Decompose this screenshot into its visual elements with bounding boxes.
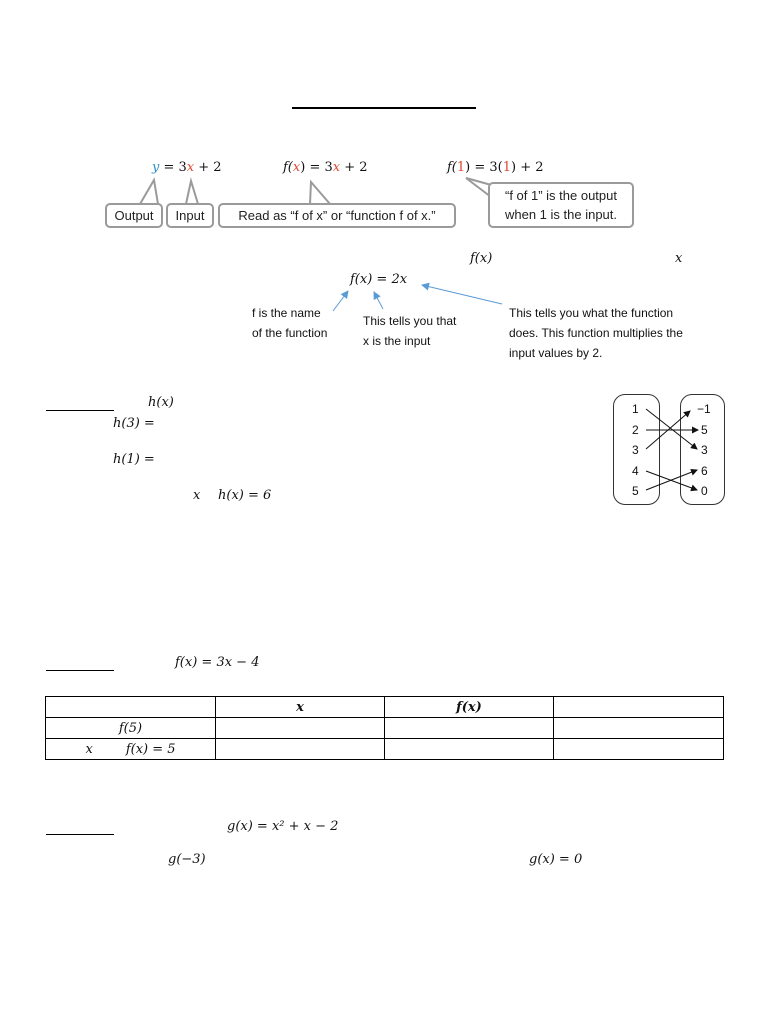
domain-value: 2: [632, 423, 639, 437]
problem2-fx: f(x) = 3x − 4: [175, 655, 260, 670]
name-line2: of the function: [252, 326, 328, 340]
problem2-blank: [46, 670, 114, 671]
notation-x: x: [675, 251, 683, 266]
eq3-f: f(: [447, 160, 457, 175]
problem3-gx: g(x) = x² + x − 2: [227, 819, 339, 834]
eq1-tail: + 2: [194, 160, 222, 175]
table-cell[interactable]: [216, 739, 385, 760]
domain-value: 5: [632, 484, 639, 498]
input-bubble: Input: [166, 203, 214, 228]
eq3-one2: 1: [502, 160, 512, 175]
table-cell[interactable]: [385, 718, 554, 739]
table-header-cell: [554, 697, 724, 718]
domain-value: 3: [632, 443, 639, 457]
problem1-hx6: h(x) = 6: [218, 488, 272, 503]
table-row: [46, 739, 724, 760]
f-of-1-line2: when 1 is the input.: [504, 207, 618, 222]
table-header-row: [46, 697, 724, 718]
domain-value: 1: [632, 402, 639, 416]
eq3-one: 1: [456, 160, 466, 175]
problem3-g-neg3: g(−3): [168, 852, 206, 867]
table-header-cell: f(x): [385, 697, 554, 718]
problem1-h3: h(3) =: [113, 416, 155, 431]
eq2-x2: x: [332, 160, 341, 175]
range-value: −1: [697, 402, 711, 416]
name-line1: f is the name: [252, 306, 321, 320]
does-line2: does. This function multiplies the: [509, 326, 683, 340]
table-cell: f(5): [46, 718, 216, 739]
problem1-h1: h(1) =: [113, 452, 155, 467]
table-cell[interactable]: [385, 739, 554, 760]
does-line3: input values by 2.: [509, 346, 603, 360]
domain-value: 4: [632, 464, 639, 478]
problem1-hx: h(x): [148, 395, 174, 410]
notation-fx: f(x): [470, 251, 493, 266]
range-value: 3: [701, 443, 708, 457]
range-value: 5: [701, 423, 708, 437]
input-line2: x is the input: [363, 334, 431, 348]
range-value: 6: [701, 464, 708, 478]
problem2-table: [45, 696, 724, 760]
problem3-g-zero: g(x) = 0: [529, 852, 583, 867]
table-cell[interactable]: [554, 718, 724, 739]
problem1-x: x: [193, 488, 201, 503]
output-bubble: Output: [105, 203, 163, 228]
range-value: 0: [701, 484, 708, 498]
table-row: [46, 718, 724, 739]
eq3-mid: ) = 3(: [465, 160, 503, 175]
eq2-f: f(: [283, 160, 293, 175]
notation-equation: f(x) = 2x: [350, 272, 408, 287]
f-of-1-line1: “f of 1” is the output: [504, 188, 617, 203]
eq1-y: y: [152, 160, 160, 175]
table-header-cell: x: [216, 697, 385, 718]
table-cell[interactable]: [554, 739, 724, 760]
read-as-bubble: Read as “f of x” or “function f of x.”: [218, 203, 456, 228]
table-header-cell: [46, 697, 216, 718]
table-cell[interactable]: [216, 718, 385, 739]
eq2-tail: + 2: [340, 160, 368, 175]
problem3-blank: [46, 834, 114, 835]
eq3-tail: ) + 2: [511, 160, 544, 175]
eq1-x: x: [186, 160, 195, 175]
input-line1: This tells you that: [363, 314, 457, 328]
eq1-rest: = 3: [159, 160, 187, 175]
table-cell: x f(x) = 5: [46, 739, 216, 760]
eq2-x: x: [292, 160, 301, 175]
eq2-rest: ) = 3: [300, 160, 333, 175]
does-line1: This tells you what the function: [509, 306, 674, 320]
